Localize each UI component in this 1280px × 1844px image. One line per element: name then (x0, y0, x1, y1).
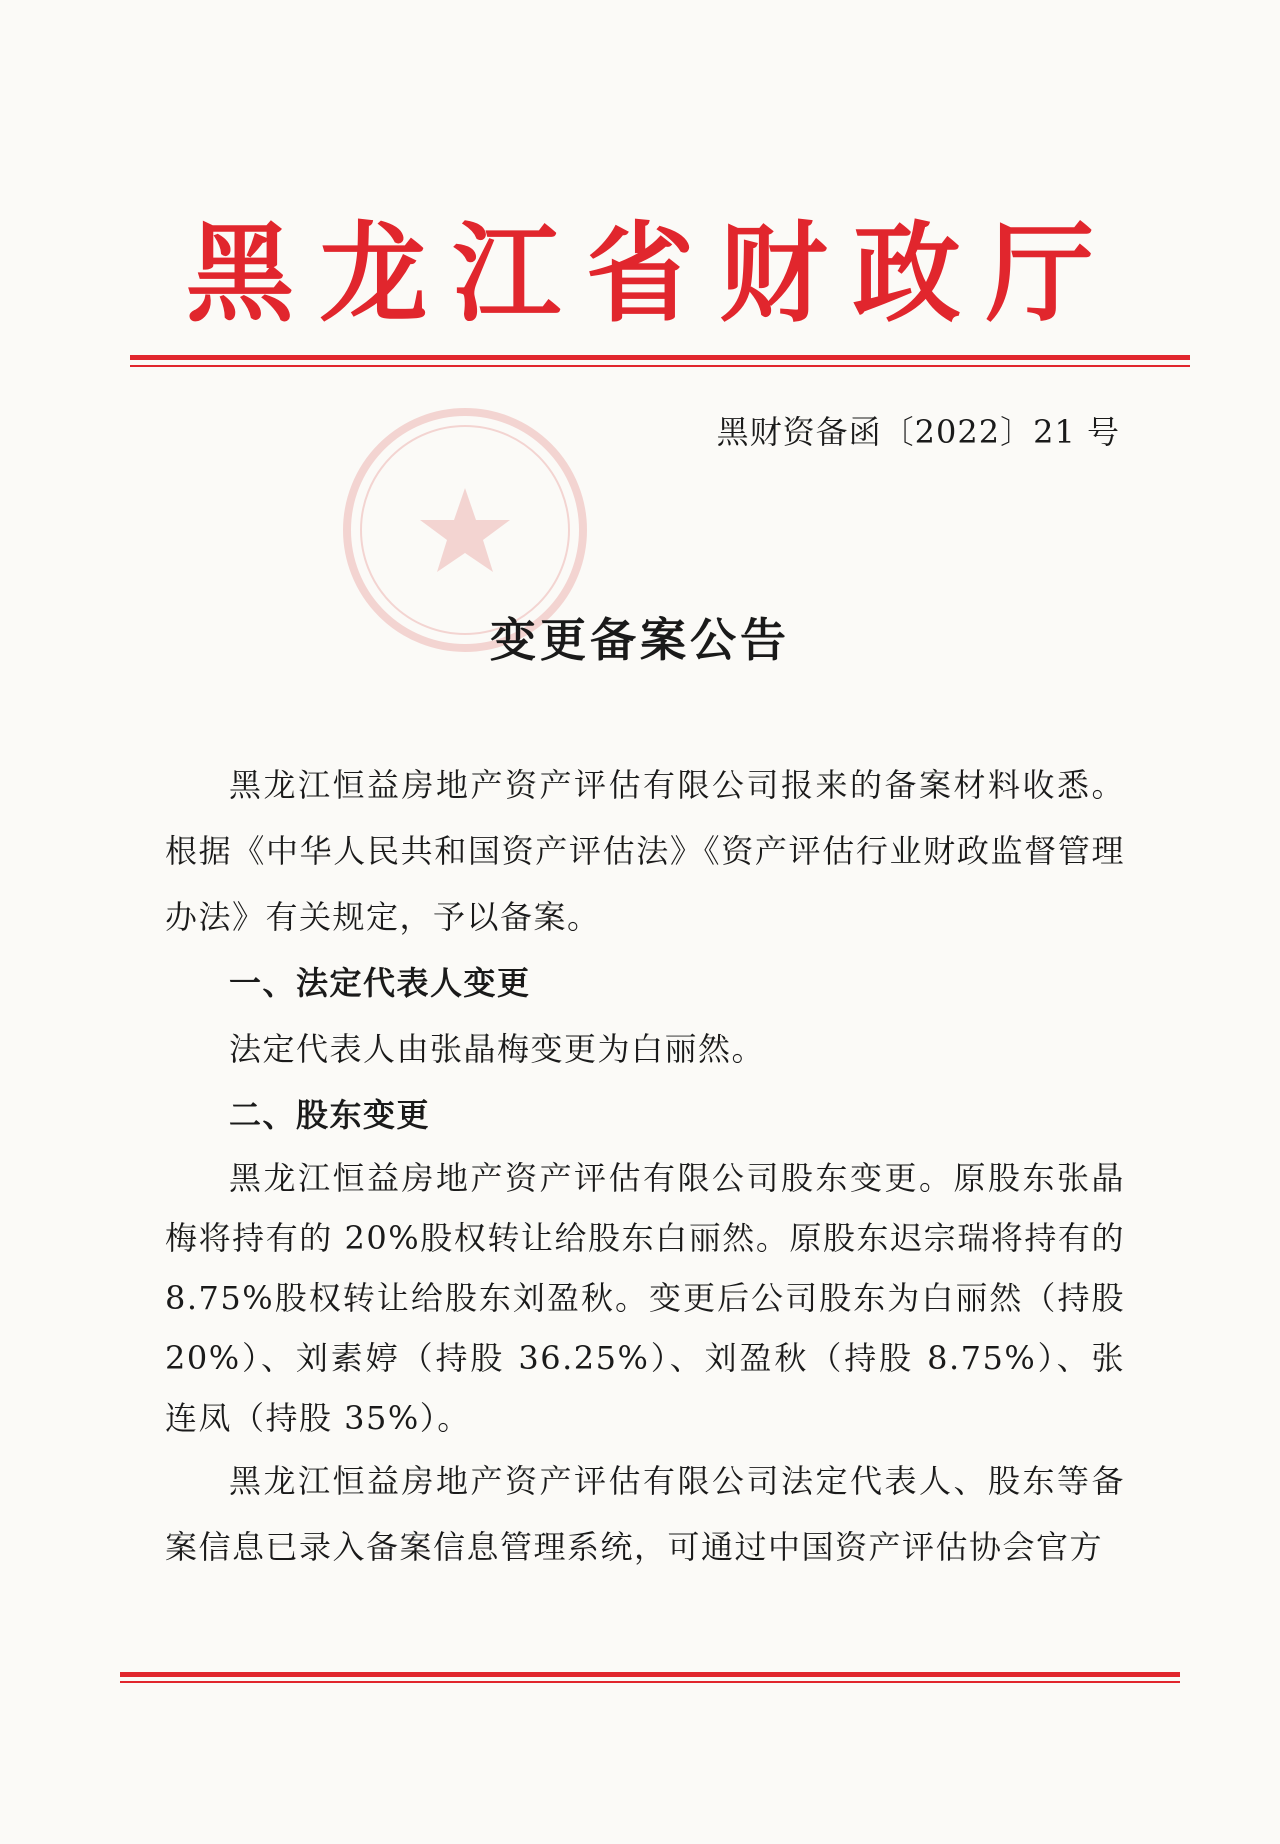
document-number: 黑财资备函〔2022〕21 号 (716, 413, 1120, 451)
shareholders-paragraph: 黑龙江恒益房地产资产评估有限公司股东变更。原股东张晶梅将持有的 20%股权转让给股东白丽然。原股东迟宗瑞将持有的 8.75%股权转让给股东刘盈秋。变更后公司股东为白丽然（持股 20%）、刘素婷（持股 36.25%）、刘盈秋（持股 8.75%）、张连凤（持股 35%）。 (165, 1159, 1125, 1437)
section-heading-legal-rep: 一、法定代表人变更 (229, 964, 531, 1002)
letterhead-char: 政 (852, 212, 961, 337)
letterhead-char: 厅 (985, 212, 1094, 337)
section-heading-shareholders: 二、股东变更 (229, 1096, 431, 1134)
letterhead-char: 黑 (185, 212, 294, 337)
document-title: 变更备案公告 (490, 613, 790, 667)
letterhead (180, 212, 1100, 337)
legal-rep-paragraph: 法定代表人由张晶梅变更为白丽然。 (229, 1030, 766, 1068)
letterhead-char: 省 (585, 212, 694, 337)
footer-divider (120, 1672, 1180, 1677)
document-body (165, 752, 1125, 1580)
letterhead-char: 财 (719, 212, 828, 337)
letterhead-char: 江 (452, 212, 561, 337)
intro-paragraph: 黑龙江恒益房地产资产评估有限公司报来的备案材料收悉。根据《中华人民共和国资产评估法》《资产评估行业财政监督管理办法》有关规定，予以备案。 (165, 766, 1125, 936)
closing-paragraph: 黑龙江恒益房地产资产评估有限公司法定代表人、股东等备案信息已录入备案信息管理系统，可通过中国资产评估协会官方 (165, 1462, 1125, 1566)
letterhead-divider (130, 355, 1190, 360)
letterhead-char: 龙 (319, 212, 428, 337)
